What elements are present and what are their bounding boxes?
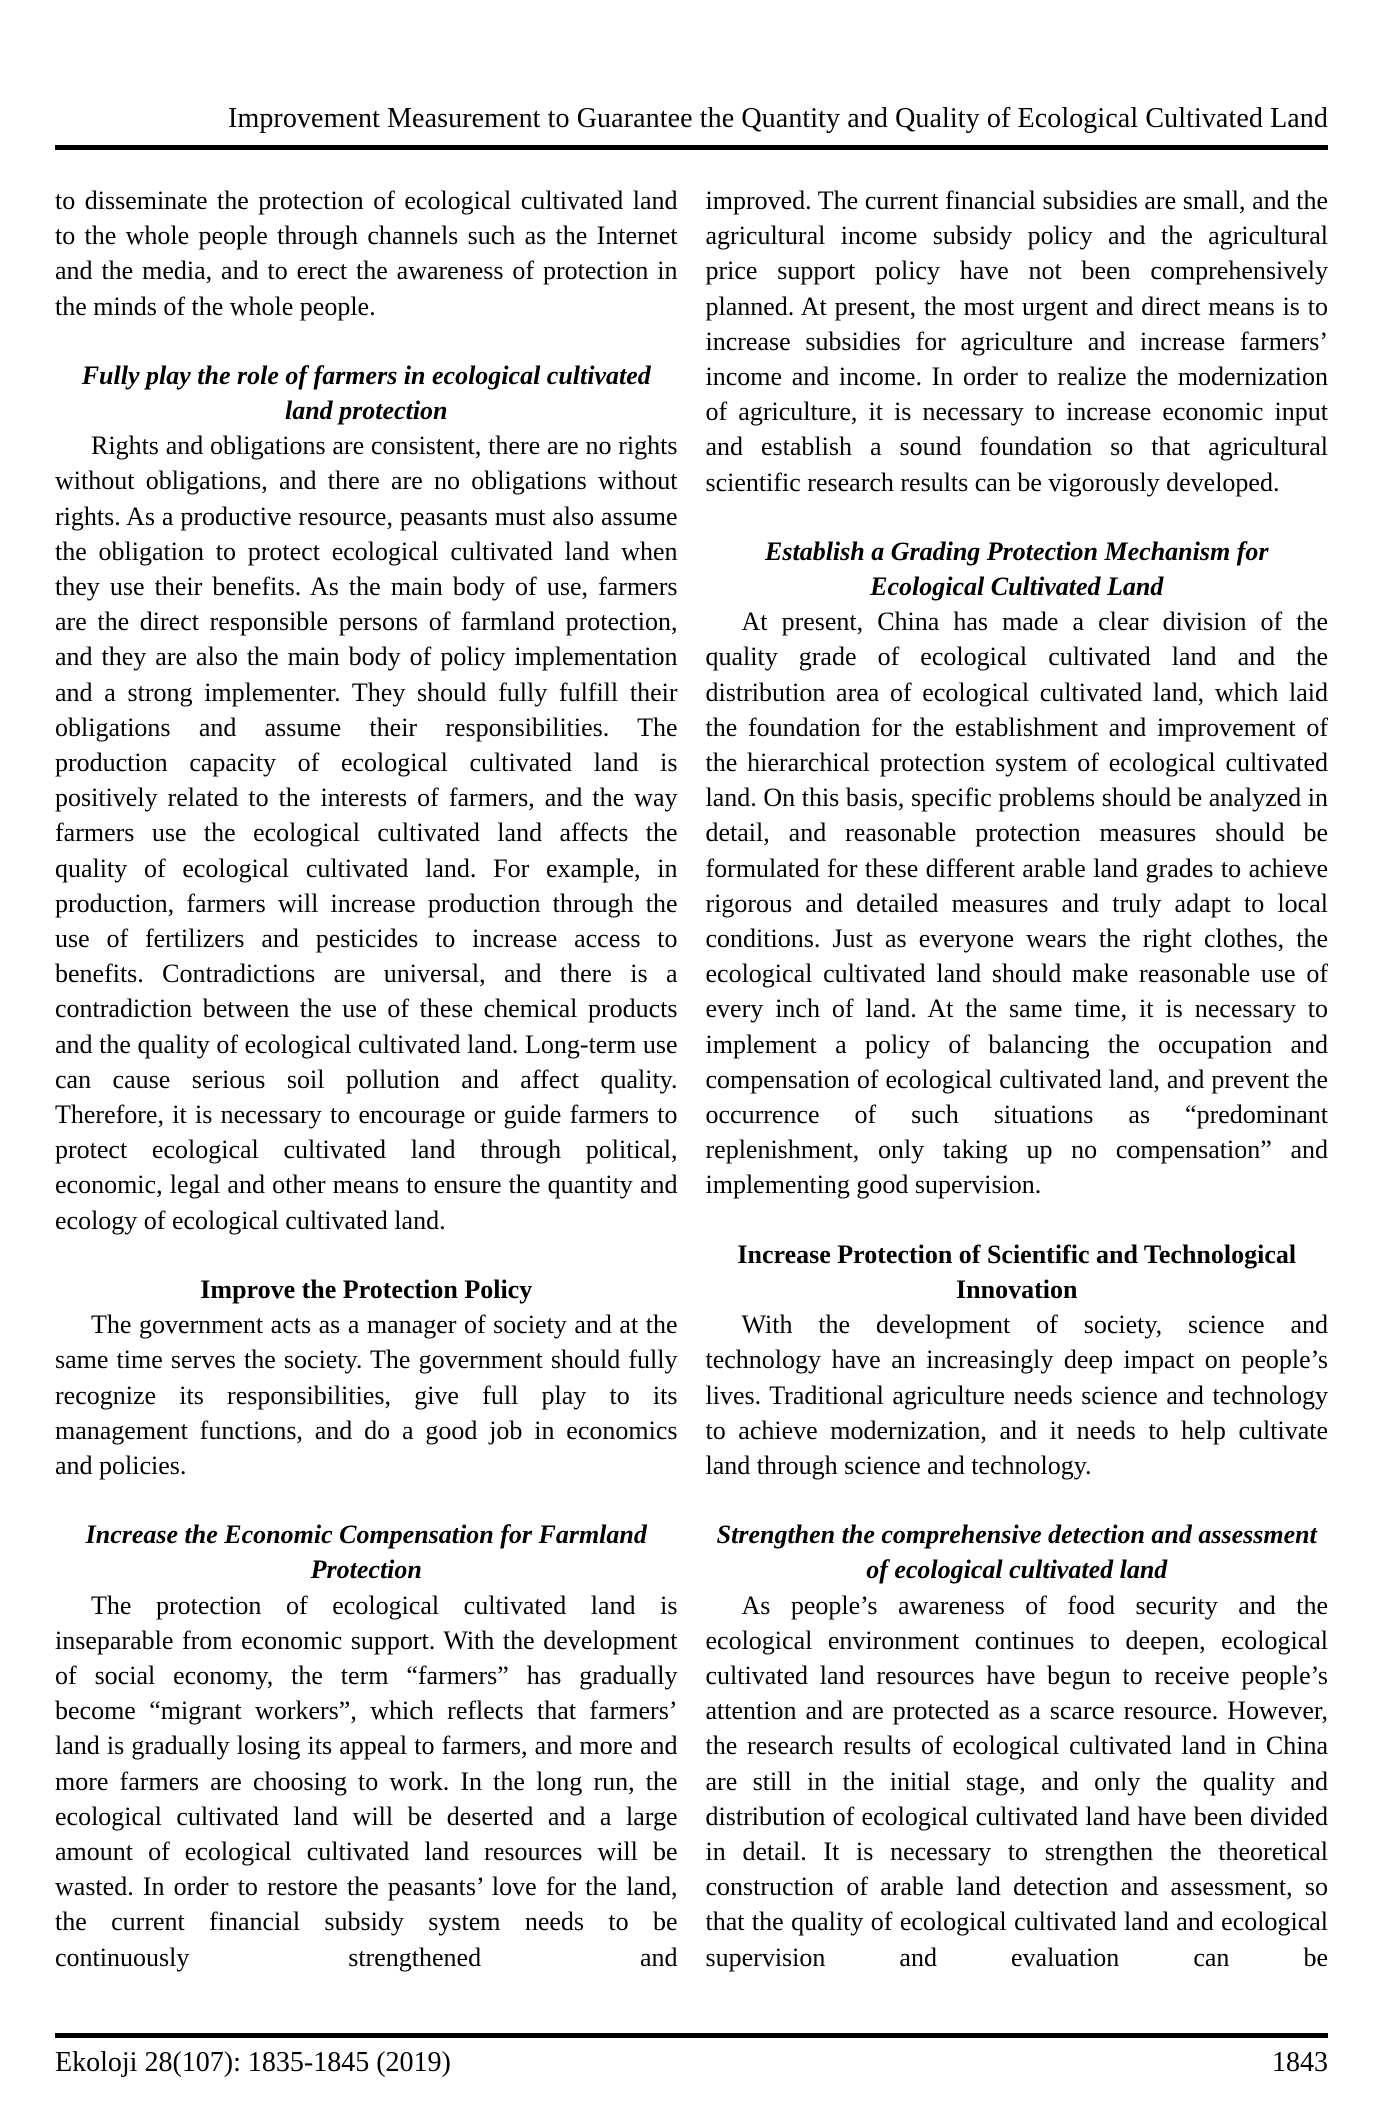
paragraph: With the development of society, science and technology have an increasingly deep impact on people’s lives. Traditional agriculture needs science and technology to achieve modernization, and it needs to help cultivate land through science and technology. (705, 1310, 1328, 1480)
page-number: 1843 (1272, 2047, 1328, 2078)
paragraph-continued: to disseminate the protection of ecological cultivated land to the whole people through channels such as the Internet and the media, and to erect the awareness of protection in the minds of the whole people. (55, 186, 678, 321)
running-head (55, 0, 1328, 150)
section-heading: Increase Protection of Scientific and Technological Innovation (737, 1239, 1297, 1304)
page-footer (55, 2033, 1328, 2079)
paragraph: As people’s awareness of food security and the ecological environment continues to deepen, ecological cultivated land resources have begun to receive people’s attention and are protected as a scarce resource. However, the research results of ecological cultivated land in China are still in the initial stage, and only the quality and distribution of ecological cultivated land have been divided in detail. It is necessary to strengthen the theoretical construction of arable land detection and assessment, so that the quality of ecological cultivated land and ecological supervision and evaluation can be (705, 1590, 1328, 1972)
left-column (55, 183, 678, 2028)
section-heading: Improve the Protection Policy (200, 1274, 533, 1304)
paragraph: The government acts as a manager of society and at the same time serves the society. The government should fully recognize its responsibilities, give full play to its management functions, and do a good job in economics and policies. (55, 1310, 678, 1480)
paragraph: At present, China has made a clear division of the quality grade of ecological cultivated land and the distribution area of ecological cultivated land, which laid the foundation for the establishment and improvement of the hierarchical protection system of ecological cultivated land. On this basis, specific problems should be analyzed in detail, and reasonable protection measures should be formulated for these different arable land grades to achieve rigorous and detailed measures and truly adapt to local conditions. Just as everyone wears the right clothes, the ecological cultivated land should make reasonable use of every inch of land. At the same time, it is necessary to implement a policy of balancing the occupation and compensation of ecological cultivated land, and prevent the occurrence of such situations as “predominant replenishment, only taking up no compensation” and implementing good supervision. (705, 607, 1328, 1200)
paragraph-continued: improved. The current financial subsidies are small, and the agricultural income subsidy policy and the agricultural price support policy have not been comprehensively planned. At present, the most urgent and direct means is to increase subsidies for agriculture and increase farmers’ income and income. In order to realize the modernization of agriculture, it is necessary to increase economic input and establish a sound foundation so that agricultural scientific research results can be vigorously developed. (705, 186, 1328, 497)
subsection-heading: Strengthen the comprehensive detection and assessment of ecological cultivated land (716, 1520, 1317, 1585)
running-head-title: Improvement Measurement to Guarantee the Quantity and Quality of Ecological Cultivated Land (228, 103, 1328, 134)
journal-citation: Ekoloji 28(107): 1835-1845 (2019) (55, 2047, 451, 2078)
subsection-heading: Establish a Grading Protection Mechanism for Ecological Cultivated Land (765, 536, 1269, 602)
subsection-heading: Fully play the role of farmers in ecological cultivated land protection (81, 360, 651, 426)
right-column (706, 183, 1329, 2028)
paragraph: Rights and obligations are consistent, there are no rights without obligations, and there are no obligations without rights. As a productive resource, peasants must also assume the obligation to protect ecological cultivated land when they use their benefits. As the main body of use, farmers are the direct responsible persons of farmland protection, and they are also the main body of policy implementation and a strong implementer. They should fully fulfill their obligations and assume their responsibilities. The production capacity of ecological cultivated land is positively related to the interests of farmers, and the way farmers use the ecological cultivated land affects the quality of ecological cultivated land. For example, in production, farmers will increase production through the use of fertilizers and pesticides to increase access to benefits. Contradictions are universal, and there is a contradiction between the use of these chemical products and the quality of ecological cultivated land. Long-term use can cause serious soil pollution and affect quality. Therefore, it is necessary to encourage or guide farmers to protect ecological cultivated land through political, economic, legal and other means to ensure the quantity and ecology of ecological cultivated land. (55, 431, 678, 1235)
paragraph: The protection of ecological cultivated land is inseparable from economic support. With the development of social economy, the term “farmers” has gradually become “migrant workers”, which reflects that farmers’ land is gradually losing its appeal to farmers, and more and more farmers are choosing to work. In the long run, the ecological cultivated land will be deserted and a large amount of ecological cultivated land resources will be wasted. In order to restore the peasants’ love for the land, the current financial subsidy system needs to be continuously strengthened and (55, 1590, 678, 1972)
two-column-body (55, 183, 1328, 2028)
subsection-heading: Increase the Economic Compensation for Farmland Protection (85, 1520, 647, 1585)
